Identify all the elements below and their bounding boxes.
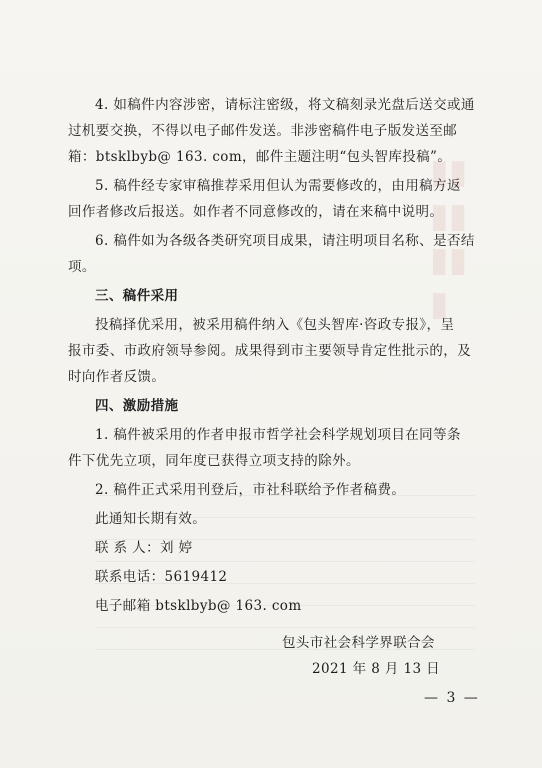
paragraph-line: 6. 稿件如为各级各类研究项目成果，请注明项目名称、是否结: [95, 233, 475, 249]
paragraph-line: 箱：btsklbyb@ 163. com，邮件主题注明“包头智库投稿”。: [68, 149, 452, 165]
contact-person: 联 系 人：刘 婷: [95, 540, 193, 556]
paragraph-line: 件下优先立项，同年度已获得立项支持的除外。: [68, 453, 360, 469]
reverse-side-bleed: ▮▮ ▮▮ ▮▮ ▮: [430, 152, 468, 324]
contact-email: 电子邮箱 btsklbyb@ 163. com: [95, 598, 302, 614]
contact-phone: 联系电话：5619412: [95, 569, 228, 585]
validity-note: 此通知长期有效。: [95, 511, 207, 527]
paragraph-line: 报市委、市政府领导参阅。成果得到市主要领导肯定性批示的，及: [68, 343, 472, 359]
section-heading-adoption: 三、稿件采用: [95, 288, 179, 304]
paragraph-line: 1. 稿件被采用的作者申报市哲学社会科学规划项目在同等条: [95, 427, 461, 443]
paragraph-line: 投稿择优采用，被采用稿件纳入《包头智库·咨政专报》，呈: [95, 317, 455, 333]
section-heading-incentives: 四、激励措施: [95, 398, 179, 414]
paragraph-line: 2. 稿件正式采用刊登后，市社科联给予作者稿费。: [95, 482, 406, 498]
issuing-organization: 包头市社会科学界联合会: [282, 635, 435, 651]
paragraph-line: 回作者修改后报送。如作者不同意修改的，请在来稿中说明。: [68, 204, 444, 220]
issue-date: 2021 年 8 月 13 日: [312, 661, 441, 677]
page-number: — 3 —: [424, 690, 480, 706]
paragraph-line: 过机要交换，不得以电子邮件发送。非涉密稿件电子版发送至邮: [68, 123, 458, 139]
paragraph-line: 5. 稿件经专家审稿推荐采用但认为需要修改的，由用稿方返: [95, 178, 461, 194]
paragraph-line: 4. 如稿件内容涉密，请标注密级，将文稿刻录光盘后送交或通: [95, 97, 475, 113]
paragraph-line: 时向作者反馈。: [68, 369, 166, 385]
paragraph-line: 项。: [68, 259, 96, 275]
